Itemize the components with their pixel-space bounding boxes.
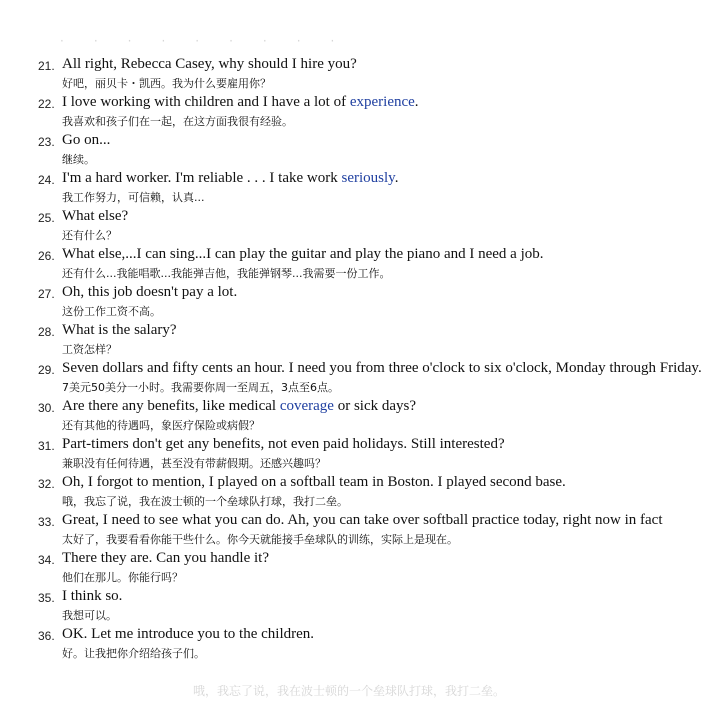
- english-text: .: [414, 94, 419, 110]
- english-line: Part-timers don't get any benefits, not even paid holidays. Still interested?: [62, 436, 505, 452]
- english-line: Go on...: [62, 132, 111, 148]
- chinese-line: 继续。: [62, 153, 95, 166]
- line-number: 31.: [38, 439, 55, 453]
- dialogue-entry: [0, 55, 720, 93]
- english-line: OK. Let me introduce you to the children.: [62, 626, 315, 642]
- english-line: All right, Rebecca Casey, why should I hire you?: [62, 56, 357, 72]
- english-line: What is the salary?: [62, 322, 177, 338]
- line-number: 26.: [38, 249, 55, 263]
- chinese-line: 这份工作工资不高。: [62, 305, 161, 318]
- dialogue-entry: [0, 511, 720, 549]
- chinese-line: 还有其他的待遇吗，象医疗保险或病假？: [62, 419, 260, 432]
- english-line: Seven dollars and fifty cents an hour. I need you from three o'clock to six o'clock, Monday through Friday.: [62, 360, 702, 376]
- dialogue-list: [0, 55, 720, 663]
- dialogue-entry: [0, 625, 720, 663]
- line-number: 28.: [38, 325, 55, 339]
- chinese-line: 我想可以。: [62, 609, 117, 622]
- dialogue-entry: [0, 359, 720, 397]
- english-line: Oh, this job doesn't pay a lot.: [62, 284, 238, 300]
- dialogue-entry: [0, 207, 720, 245]
- line-number: 33.: [38, 515, 55, 529]
- english-line: Oh, I forgot to mention, I played on a softball team in Boston. I played second base.: [62, 474, 566, 490]
- chinese-line: 我喜欢和孩子们在一起，在这方面我很有经验。: [62, 115, 293, 128]
- dialogue-entry: [0, 283, 720, 321]
- dialogue-entry: [0, 131, 720, 169]
- english-line: I think so.: [62, 588, 123, 604]
- keyword-link[interactable]: seriously: [341, 170, 395, 186]
- dialogue-entry: [0, 587, 720, 625]
- line-number: 27.: [38, 287, 55, 301]
- english-text: I love working with children and I have a lot of: [62, 94, 350, 110]
- faded-header-artifact: ·········: [60, 34, 365, 48]
- chinese-line: 好吧，丽贝卡・凯西。我为什么要雇用你？: [62, 77, 271, 90]
- english-text: or sick days?: [333, 398, 417, 414]
- keyword-link[interactable]: coverage: [279, 398, 334, 414]
- english-line: What else,...I can sing...I can play the guitar and play the piano and I need a job.: [62, 246, 544, 262]
- english-line: [62, 397, 720, 416]
- dialogue-entry: [0, 435, 720, 473]
- chinese-line: 7美元50美分一小时。我需要你周一至周五，3点至6点。: [62, 381, 339, 394]
- chinese-line: 哦，我忘了说，我在波士顿的一个垒球队打球，我打二垒。: [62, 495, 348, 508]
- dialogue-entry: [0, 321, 720, 359]
- line-number: 29.: [38, 363, 55, 377]
- chinese-line: 工资怎样？: [62, 343, 117, 356]
- line-number: 23.: [38, 135, 55, 149]
- line-number: 25.: [38, 211, 55, 225]
- english-line: [62, 169, 720, 188]
- faded-footer-line: 哦，我忘了说，我在波士顿的一个垒球队打球，我打二垒。: [193, 684, 506, 698]
- chinese-line: 太好了，我要看看你能干些什么。你今天就能接手垒球队的训练，实际上是现在。: [62, 533, 458, 546]
- chinese-line: 他们在那儿。你能行吗？: [62, 571, 183, 584]
- english-text: .: [394, 170, 399, 186]
- line-number: 34.: [38, 553, 55, 567]
- line-number: 32.: [38, 477, 55, 491]
- line-number: 36.: [38, 629, 55, 643]
- keyword-link[interactable]: experience: [349, 94, 415, 110]
- dialogue-entry: [0, 397, 720, 435]
- dialogue-entry: [0, 473, 720, 511]
- english-line: There they are. Can you handle it?: [62, 550, 269, 566]
- line-number: 22.: [38, 97, 55, 111]
- english-line: Great, I need to see what you can do. Ah, you can take over softball practice today, right now in fact: [62, 512, 663, 528]
- chinese-line: 还有什么...我能唱歌...我能弹吉他，我能弹钢琴...我需要一份工作。: [62, 267, 391, 280]
- line-number: 24.: [38, 173, 55, 187]
- chinese-line: 我工作努力，可信赖，认真...: [62, 191, 205, 204]
- dialogue-entry: [0, 245, 720, 283]
- english-text: I'm a hard worker. I'm reliable . . . I take work: [62, 170, 342, 186]
- chinese-line: 兼职没有任何待遇，甚至没有带薪假期。还感兴趣吗？: [62, 457, 326, 470]
- line-number: 35.: [38, 591, 55, 605]
- chinese-line: 还有什么？: [62, 229, 117, 242]
- english-line: What else?: [62, 208, 129, 224]
- english-line: [62, 93, 720, 112]
- line-number: 21.: [38, 59, 55, 73]
- dialogue-entry: [0, 93, 720, 131]
- dialogue-entry: [0, 169, 720, 207]
- dialogue-entry: [0, 549, 720, 587]
- chinese-line: 好。让我把你介绍给孩子们。: [62, 647, 205, 660]
- english-text: Are there any benefits, like medical: [62, 398, 280, 414]
- line-number: 30.: [38, 401, 55, 415]
